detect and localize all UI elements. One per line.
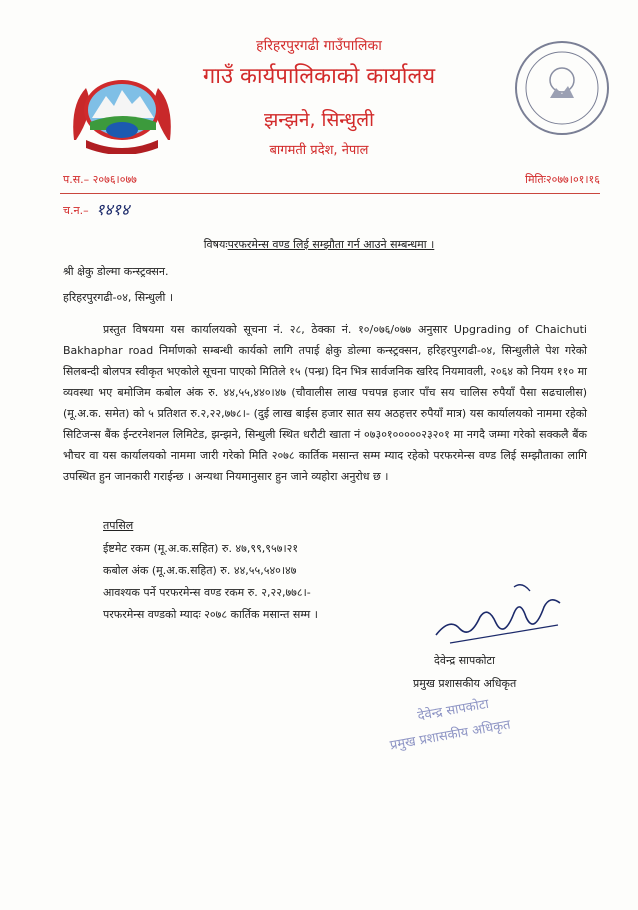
dispatch-number: १४१४ [96,200,130,219]
stamp-name: देवेन्द्र सापकोटा [416,696,491,725]
subject-text: परफरमेन्स वण्ड लिई सम्झौता गर्न आउने सम्बन्धमा । [227,238,435,251]
handwritten-signature [430,577,570,647]
stamp-title: प्रमुख प्रशासकीय अधिकृत [388,717,512,754]
addressee-address: हरिहरपुरगढी-०४, सिन्धुली । [63,291,173,304]
municipality-name: हरिहरपुरगढी गाउँपालिका [256,38,382,54]
letter-body: प्रस्तुत विषयमा यस कार्यालयको सूचना नं. २८, ठेक्का नं. १०/०७६/०७७ अनुसार Upgrading of Chaichuti Bakhaphar road निर्माणको सम्बन्धी कार्यको लागि तपाई क्षेकु डोल्मा कन्स्ट्रक्सन, हरिहरपुरगढी-०४, सिन्धुलीले पेश गरेको सिलबन्दी बोलपत्र स्वीकृत भएकोले सूचना पाएको मितिले १५ (पन्ध्र) दिन भित्र सार्वजनिक खरिद नियमावली, २०६४ को नियम ११० मा व्यवस्था भए बमोजिम कबोल अंक रु. ४४,५५,४४०।४७ (चौवालीस लाख पचपन्न हजार पाँच सय चालिस रुपैयाँ पैसा सढचालीस) (मू.अ.क. समेत) को ५ प्रतिशत रु.२,२२,७७८।- (दुई लाख बाईस हजार सात सय अठहत्तर रुपैयाँ मात्र) यस कार्यालयको नाममा रहेको सिटिजन्स बैंक ईन्टरनेशनल लिमिटेड, झन्झने, सिन्धुली स्थित धरौटी खाता नं ०७३०१०००००२३२०१ मा नगदै जम्मा गरेको सक्कलै बैंक भौचर वा यस कार्यालयको नाममा जारी गरेको मिति २०७८ कार्तिक मसान्त सम्म म्याद रहेको परफरमेन्स वण्ड लिई सम्झौताका लागि उपस्थित हुन जानकारी गराईन्छ । अन्यथा नियमानुसार हुन जाने व्यहोरा अनुरोध छ । [63,323,587,483]
subject-line [0,237,638,252]
office-title: गाउँ कार्यपालिकाको कार्यालय [202,64,436,89]
letter-date: मितिः२०७७।०१।१६ [525,173,600,186]
tapsil-item: परफरमेन्स वण्डको म्यादः २०७८ कार्तिक मसान्त सम्म । [103,608,318,621]
addressee-name: श्री क्षेकु डोल्मा कन्स्ट्रक्सन. [63,265,169,278]
tapsil-item: ईष्टमेट रकम (मू.अ.क.सहित) रु. ४७,९९,९५७।२१ [103,542,299,555]
reference-number: प.स.– २०७६।०७७ [63,173,137,186]
tapsil-item: आवश्यक पर्ने परफरमेन्स वण्ड रकम रु. २,२२,७७८।- [103,586,311,599]
signatory-title: प्रमुख प्रशासकीय अधिकृत [413,677,517,690]
tapsil-item: कबोल अंक (मू.अ.क.सहित) रु. ४४,५५,५४०।४७ [103,564,297,577]
office-place: झन्झने, सिन्धुली [263,109,375,131]
header-divider [60,193,600,194]
signatory-name: देवेन्द्र सापकोटा [434,654,495,667]
province-name: बागमती प्रदेश, नेपाल [269,143,369,158]
subject-label: विषयः [203,238,228,251]
dispatch-label: च.न.– [63,204,89,217]
tapsil-heading: तपसिल [103,519,134,532]
